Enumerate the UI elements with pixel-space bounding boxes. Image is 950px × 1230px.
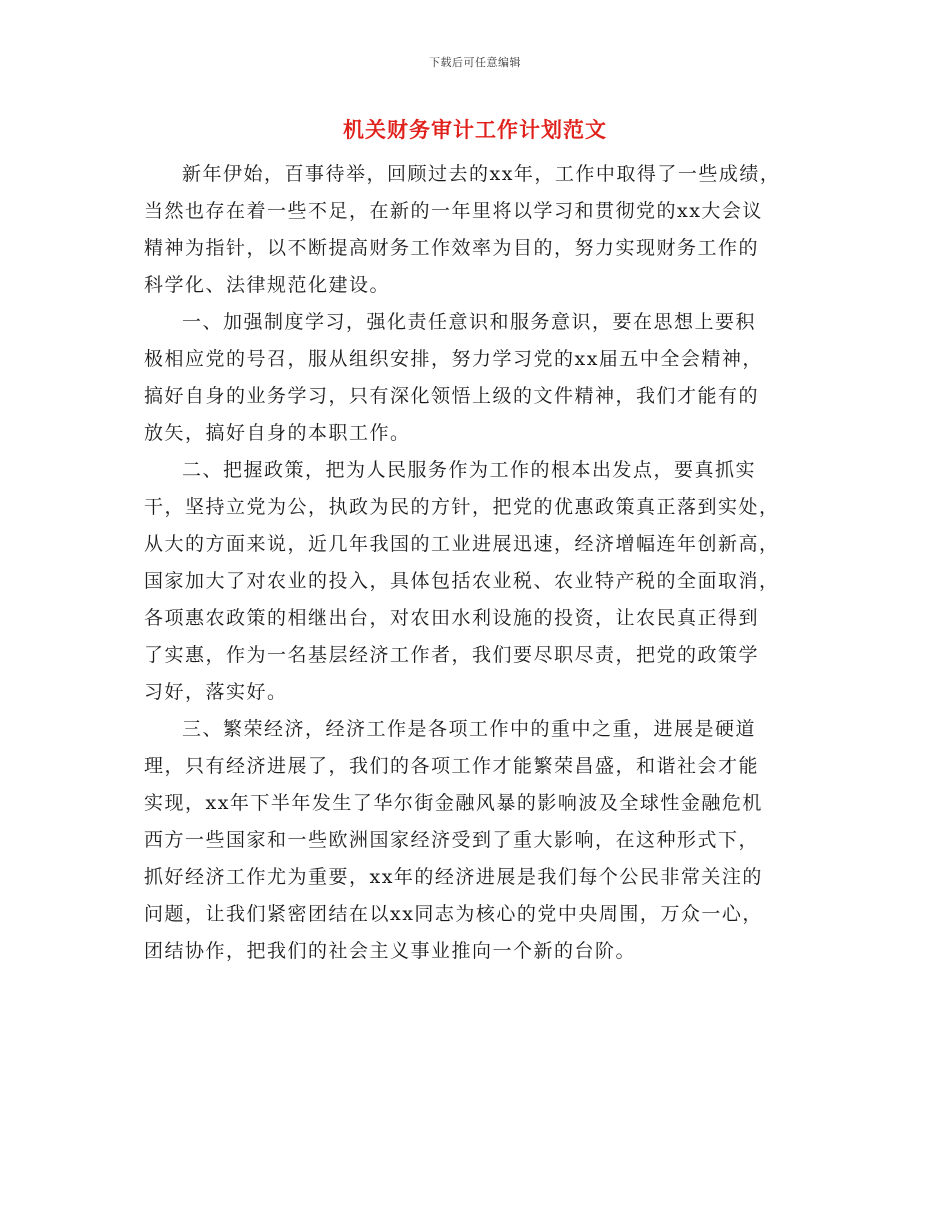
text-line: 当然也存在着一些不足，在新的一年里将以学习和贯彻党的xx大会议 bbox=[144, 200, 763, 222]
text-line: 西方一些国家和一些欧洲国家经济受到了重大影响，在这种形式下， bbox=[144, 829, 760, 851]
text-line: 精神为指针，以不断提高财务工作效率为目的，努力实现财务工作的 bbox=[144, 237, 760, 259]
text-line: 新年伊始，百事待举，回顾过去的xx年，工作中取得了一些成绩， bbox=[182, 163, 781, 185]
header-note: 下载后可任意编辑 bbox=[429, 56, 521, 69]
text-line: 搞好自身的业务学习，只有深化领悟上级的文件精神，我们才能有的 bbox=[144, 385, 760, 407]
text-line: 三、繁荣经济，经济工作是各项工作中的重中之重，进展是硬道 bbox=[182, 718, 757, 740]
text-line: 干，坚持立党为公，执政为民的方针，把党的优惠政策真正落到实处， bbox=[144, 496, 780, 518]
text-line: 团结协作，把我们的社会主义事业推向一个新的台阶。 bbox=[144, 940, 637, 962]
text-line: 习好，落实好。 bbox=[144, 681, 288, 703]
text-line: 放矢，搞好自身的本职工作。 bbox=[144, 422, 411, 444]
text-line: 抓好经济工作尤为重要，xx年的经济进展是我们每个公民非常关注的 bbox=[144, 866, 763, 888]
document-body bbox=[144, 156, 834, 970]
text-line: 国家加大了对农业的投入，具体包括农业税、农业特产税的全面取消， bbox=[144, 570, 780, 592]
text-line: 极相应党的号召，服从组织安排，努力学习党的xx届五中全会精神， bbox=[144, 348, 763, 370]
paragraph-section-1 bbox=[144, 304, 834, 452]
text-line: 了实惠，作为一名基层经济工作者，我们要尽职尽责，把党的政策学 bbox=[144, 644, 760, 666]
text-line: 实现，xx年下半年发生了华尔街金融风暴的影响波及全球性金融危机 bbox=[144, 792, 763, 814]
text-line: 一、加强制度学习，强化责任意识和服务意识，要在思想上要积 bbox=[182, 311, 757, 333]
paragraph-intro bbox=[144, 156, 834, 304]
text-line: 二、把握政策，把为人民服务作为工作的根本出发点，要真抓实 bbox=[182, 459, 757, 481]
paragraph-section-2 bbox=[144, 452, 834, 711]
text-line: 各项惠农政策的相继出台，对农田水利设施的投资，让农民真正得到 bbox=[144, 607, 760, 629]
text-line: 科学化、法律规范化建设。 bbox=[144, 274, 391, 296]
document-title: 机关财务审计工作计划范文 bbox=[343, 117, 607, 142]
text-line: 理，只有经济进展了，我们的各项工作才能繁荣昌盛，和谐社会才能 bbox=[144, 755, 760, 777]
text-line: 问题，让我们紧密团结在以xx同志为核心的党中央周围，万众一心， bbox=[144, 903, 763, 925]
text-line: 从大的方面来说，近几年我国的工业进展迅速，经济增幅连年创新高， bbox=[144, 533, 780, 555]
paragraph-section-3 bbox=[144, 711, 834, 970]
